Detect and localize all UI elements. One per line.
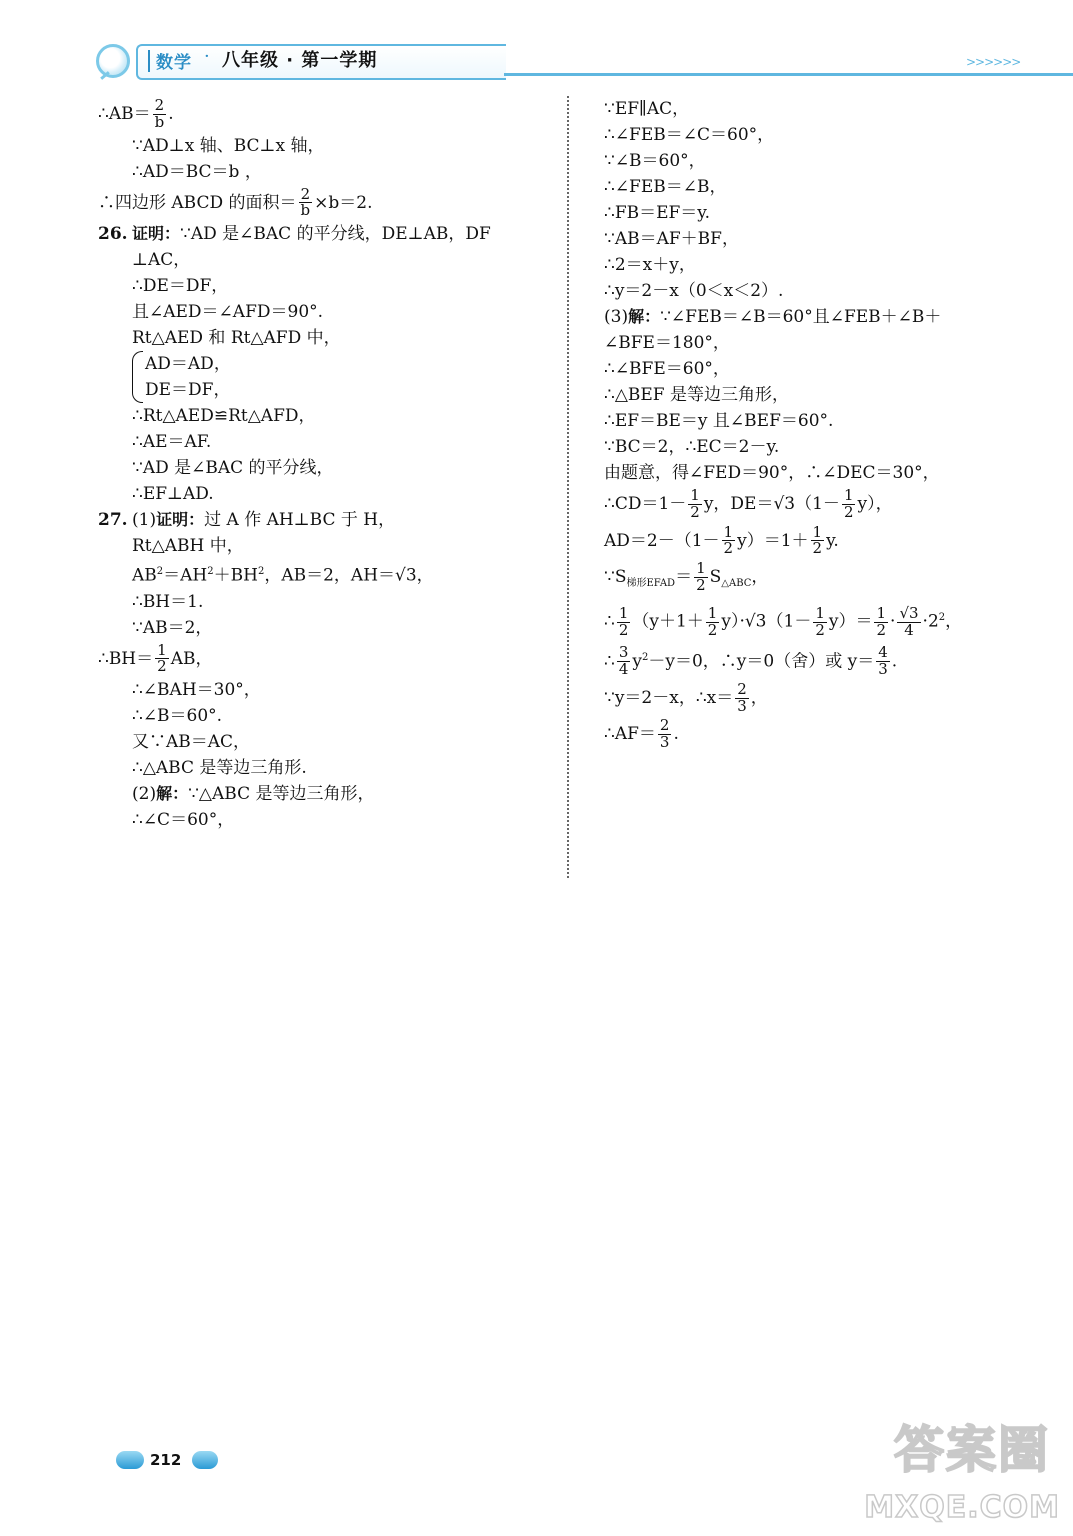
answer-line: ∴ $\frac{3}{4}$ $y^2-y=0$，∴y＝0（舍）或 y＝ $\frac{4}{3}$ .	[604, 643, 898, 679]
fraction: $\frac{1}{2}$	[157, 640, 167, 676]
answer-line: ∵y＝2－x，∴x＝ $\frac{2}{3}$ ，	[604, 679, 768, 715]
answer-line: 由题意，得∠FED＝90°，∴∠DEC＝30°，	[604, 463, 940, 483]
question-26-heading: 26. 证明：∵AD 是∠BAC 的平分线，DE⊥AB，DF	[98, 221, 560, 247]
brace-icon	[132, 351, 143, 403]
answer-line: ∴∠FEB＝∠C＝60°，	[604, 125, 775, 145]
answer-line: AD＝AD，	[145, 354, 231, 374]
fraction: $\frac{1}{2}$	[723, 522, 734, 558]
solution-label: 解：	[628, 307, 661, 326]
answer-line: ∴∠C＝60°，	[132, 810, 235, 831]
solution-label: 解：	[156, 784, 189, 804]
fraction: $\frac{4}{3}$	[878, 643, 888, 679]
answer-line: (3)解：∵∠FEB＝∠B＝60°且∠FEB＋∠B＋	[604, 307, 942, 327]
page-header	[96, 40, 1031, 80]
fraction: $\frac{1}{2}$	[707, 604, 718, 639]
answer-line: ∠BFE＝180°，	[604, 333, 730, 353]
answer-line: $AB^2=AH^2+BH^2$，AB＝2，AH＝√3，	[132, 565, 434, 586]
answer-line: ∴∠BFE＝60°，	[604, 359, 730, 379]
fraction: $\frac{1}{2}$	[843, 486, 854, 521]
question-number: 27.	[98, 510, 128, 530]
answer-line: ∵AB＝AF＋BF，	[604, 229, 739, 249]
answer-line: ∴AF＝ $\frac{2}{3}$ .	[604, 716, 679, 752]
answer-line: ∴AE＝AF.	[132, 432, 212, 452]
answer-line: ∴△ABC 是等边三角形.	[132, 758, 307, 779]
column-divider	[567, 96, 569, 878]
watermark-title: 答案圈	[894, 1421, 1050, 1479]
fraction: $\frac{2}{3}$	[659, 716, 670, 752]
answer-line: ∴ $\frac{1}{2}$ （y＋1＋ $\frac{1}{2}$ y）·√3（1－ $\frac{1}{2}$ y）＝ $\frac{1}{2}$ · $\frac{√3}{4}$ $\cdot 2^2$，	[604, 604, 963, 639]
fraction: $\frac{1}{2}$	[690, 486, 700, 521]
answer-line: ∴BH＝ $\frac{1}{2}$ AB，	[98, 640, 213, 676]
answer-line: ∵∠B＝60°，	[604, 151, 706, 171]
page-number: 212	[150, 1451, 182, 1469]
fraction: $\frac{1}{2}$	[876, 604, 887, 639]
fraction: $\frac{1}{2}$	[618, 604, 629, 639]
answer-line: DE＝DF，	[145, 380, 231, 400]
proof-label: 证明：	[156, 510, 205, 529]
question-27-heading: 27. (1)证明：过 A 作 AH⊥BC 于 H，	[98, 507, 560, 533]
answer-line: ∴FB＝EF＝y.	[604, 203, 711, 223]
right-column	[604, 96, 1044, 753]
watermark	[864, 1410, 1070, 1530]
answer-line: Rt△ABH 中，	[132, 536, 244, 556]
fraction: $\frac{2}{3}$	[737, 679, 747, 715]
answer-line: (2)解：∵△ABC 是等边三角形，	[132, 784, 375, 805]
header-separator: ·	[204, 46, 210, 67]
answer-line: ∴BH＝1.	[132, 591, 204, 612]
answer-line: ∴AD＝BC＝b ，	[132, 161, 262, 182]
answer-line: ∴Rt△AED≌Rt△AFD，	[132, 406, 316, 426]
answer-line: ∴CD＝1－ $\frac{1}{2}$ y，DE＝√3（1－ $\frac{1}{2}$ y），	[604, 486, 893, 521]
answer-line: ∴∠FEB＝∠B，	[604, 177, 727, 197]
footer-bubble-icon	[116, 1451, 144, 1469]
question-number: 26.	[98, 224, 128, 244]
answer-line: ∴2＝x＋y，	[604, 255, 696, 275]
answer-line: ∴y＝2－x（0＜x＜2）.	[604, 281, 784, 301]
answer-line: ∴∠BAH＝30°，	[132, 680, 261, 701]
answer-line: ∴△BEF 是等边三角形，	[604, 385, 789, 405]
answer-line: $\because S_{梯形EFAD}=$ $\frac{1}{2}$ $S_{\triangle ABC}$，	[604, 559, 769, 594]
answer-line: ∴DE＝DF，	[132, 276, 229, 296]
answer-line: ∵BC＝2，∴EC＝2－y.	[604, 437, 780, 457]
watermark-url: MXQE.COM	[864, 1490, 1060, 1525]
answer-line: ∴EF＝BE＝y 且∠BEF＝60°.	[604, 411, 834, 431]
answer-line: AD＝2－（1－ $\frac{1}{2}$ y）＝1＋ $\frac{1}{2}$ y.	[604, 522, 839, 558]
chevrons-icon: >>>>>>	[966, 55, 1021, 69]
answer-line: ∵AD⊥x 轴、BC⊥x 轴，	[132, 135, 325, 156]
equation-system	[98, 351, 560, 403]
answer-line: 且∠AED＝∠AFD＝90°.	[132, 302, 324, 322]
grade-term-label: 八年级 · 第一学期	[222, 50, 378, 71]
header-divider	[148, 50, 150, 72]
answer-line: Rt△AED 和 Rt△AFD 中，	[132, 328, 341, 348]
answer-line: ∴∠B＝60°.	[132, 706, 223, 727]
answer-line: ⊥AC，	[132, 250, 191, 270]
magnifier-logo-icon	[96, 44, 130, 78]
footer-bubble-icon	[192, 1451, 218, 1469]
answer-line: ∴四边形 ABCD 的面积＝ $\frac{2}{b}$ ×b＝2.	[98, 184, 373, 220]
fraction: $\frac{2}{b}$	[154, 96, 165, 131]
answer-line: ∵AB＝2，	[132, 617, 213, 638]
answer-line: ∴AB＝ $\frac{2}{b}$ .	[98, 96, 174, 131]
header-rule	[504, 73, 1073, 76]
proof-label: 证明：	[132, 224, 181, 243]
fraction: $\frac{1}{2}$	[815, 604, 825, 639]
fraction: $\frac{√3}{4}$	[899, 604, 919, 639]
answer-line: ∵AD 是∠BAC 的平分线，	[132, 458, 334, 478]
answer-line: ∴EF⊥AD.	[132, 484, 214, 504]
left-column	[98, 96, 560, 833]
fraction: $\frac{1}{2}$	[812, 522, 823, 558]
fraction: $\frac{1}{2}$	[696, 559, 706, 594]
answer-line: 又∵AB＝AC，	[132, 732, 251, 753]
fraction: $\frac{3}{4}$	[618, 643, 629, 679]
fraction: $\frac{2}{b}$	[300, 184, 311, 220]
subject-label: 数学	[156, 53, 192, 73]
answer-line: ∵EF∥AC，	[604, 99, 690, 119]
